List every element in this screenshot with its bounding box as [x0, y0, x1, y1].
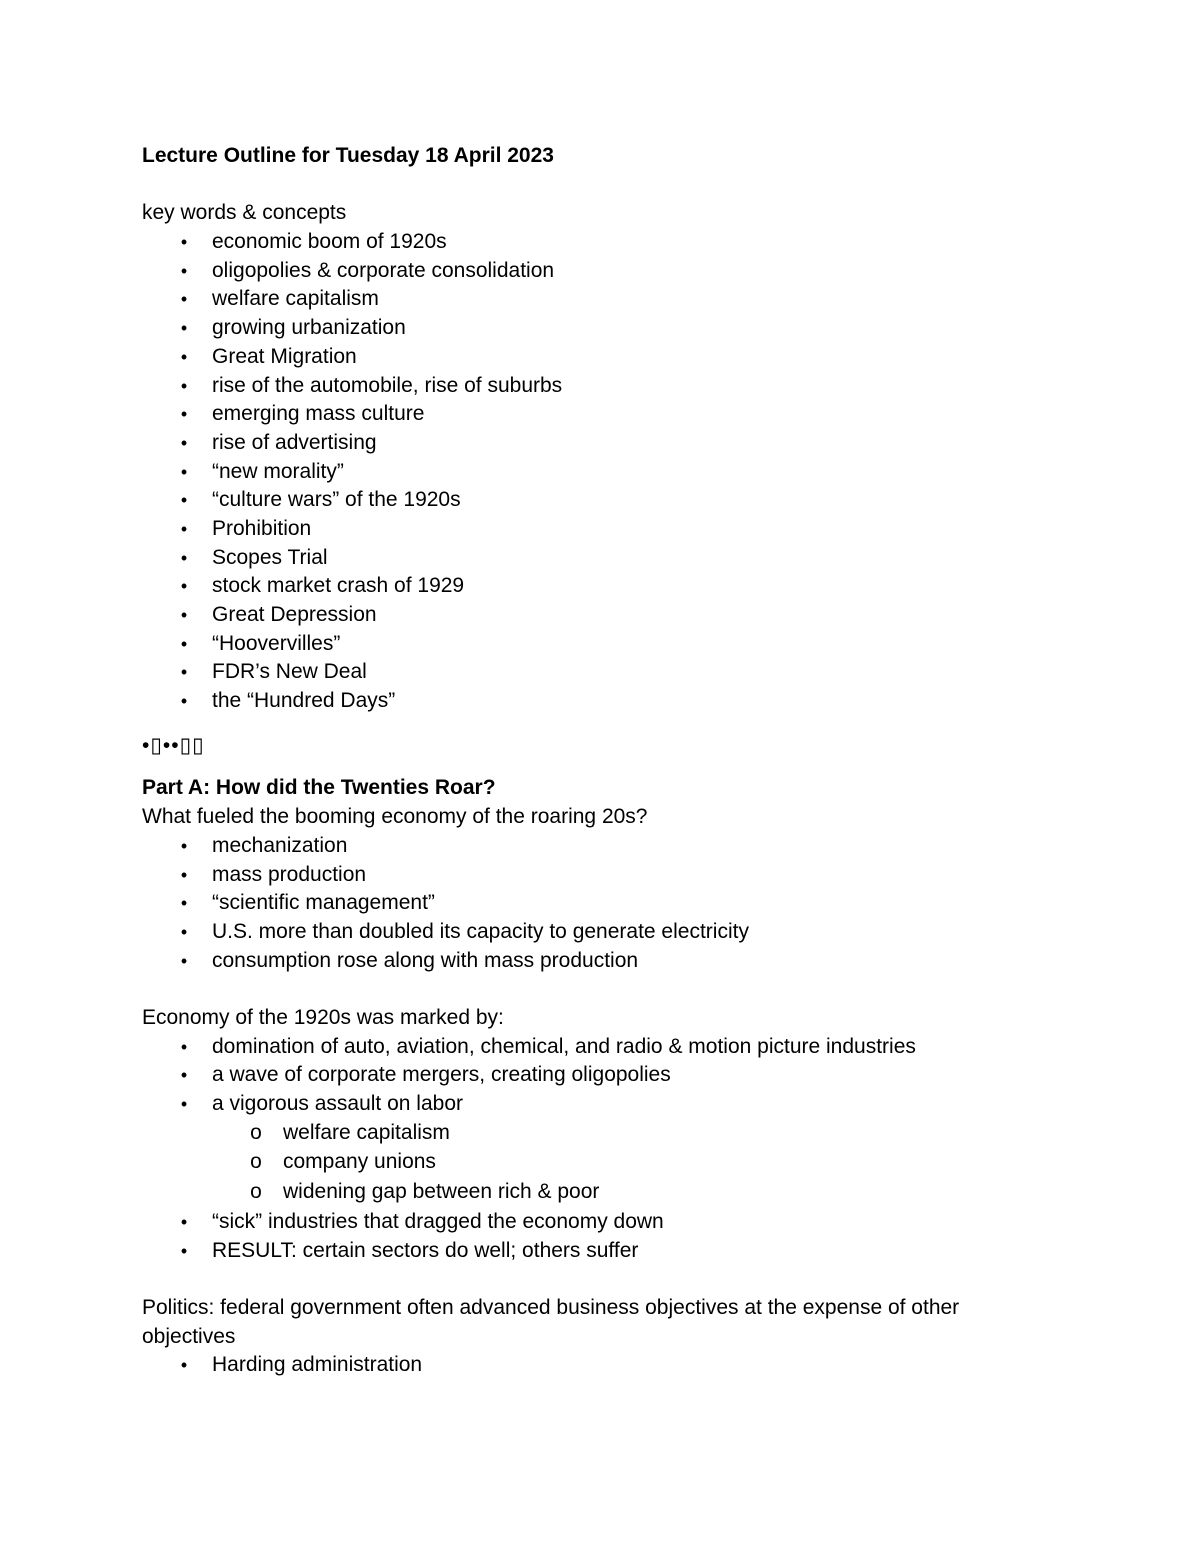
list-item — [142, 486, 1042, 515]
circle-bullet-icon: o — [250, 1180, 262, 1204]
list-item-text: consumption rose along with mass production — [212, 948, 639, 972]
list-item — [142, 918, 1042, 947]
list-item-text: a vigorous assault on labor — [212, 1092, 463, 1116]
list-item-text: “culture wars” of the 1920s — [212, 488, 461, 512]
bullet-icon: • — [180, 605, 188, 626]
list-item-text: Prohibition — [212, 516, 312, 540]
list-item-text: U.S. more than doubled its capacity to generate electricity — [212, 919, 749, 943]
economy-list-continued — [142, 1208, 1042, 1265]
garbled-glyphs: •▯••▯▯ — [142, 733, 205, 757]
list-item-text: growing urbanization — [212, 316, 406, 340]
bullet-icon: • — [180, 864, 188, 885]
sub-list-item-text: widening gap between rich & poor — [283, 1180, 600, 1204]
bullet-icon: • — [180, 518, 188, 539]
list-item — [142, 400, 1042, 429]
bullet-icon: • — [180, 893, 188, 914]
list-item — [142, 658, 1042, 687]
bullet-icon: • — [180, 1094, 188, 1115]
list-item-text: domination of auto, aviation, chemical, and radio & motion picture industries — [212, 1034, 916, 1058]
bullet-icon: • — [180, 260, 188, 281]
list-item-text: “new morality” — [212, 459, 344, 483]
list-item — [142, 861, 1042, 890]
bullet-icon: • — [180, 346, 188, 367]
list-item-text: Harding administration — [212, 1353, 423, 1377]
sub-list-item-text: company unions — [283, 1150, 436, 1174]
bullet-icon: • — [180, 576, 188, 597]
bullet-icon: • — [180, 691, 188, 712]
list-item-text: mass production — [212, 862, 367, 886]
list-item — [142, 429, 1042, 458]
list-item — [142, 343, 1042, 372]
economy-heading: Economy of the 1920s was marked by: — [142, 1005, 504, 1029]
politics-list — [142, 1351, 1042, 1380]
list-item — [142, 285, 1042, 314]
list-item — [142, 1090, 1042, 1119]
bullet-icon: • — [180, 432, 188, 453]
list-item — [142, 544, 1042, 573]
bullet-icon: • — [180, 232, 188, 253]
politics-paragraph: Politics: federal government often advanced business objectives at the expense of other objectives — [142, 1295, 960, 1348]
keywords-heading: key words & concepts — [142, 201, 347, 225]
list-item-text: Great Migration — [212, 344, 357, 368]
list-item — [142, 1208, 1042, 1237]
bullet-icon: • — [180, 662, 188, 683]
list-item-text: FDR’s New Deal — [212, 660, 367, 684]
list-item — [142, 601, 1042, 630]
list-item-text: economic boom of 1920s — [212, 230, 447, 254]
bullet-icon: • — [180, 289, 188, 310]
list-item — [142, 687, 1042, 716]
list-item-text: Scopes Trial — [212, 545, 328, 569]
bullet-icon: • — [180, 921, 188, 942]
bullet-icon: • — [180, 404, 188, 425]
bullet-icon: • — [180, 461, 188, 482]
document-page — [142, 142, 1042, 1380]
list-item-text: a wave of corporate mergers, creating oligopolies — [212, 1063, 671, 1087]
keywords-list — [142, 228, 1042, 716]
list-item — [142, 458, 1042, 487]
list-item — [142, 832, 1042, 861]
bullet-icon: • — [180, 547, 188, 568]
sub-list-item — [142, 1148, 1042, 1178]
list-item-text: “sick” industries that dragged the economy down — [212, 1209, 664, 1233]
list-item — [142, 630, 1042, 659]
bullet-icon: • — [180, 318, 188, 339]
list-item — [142, 1033, 1042, 1062]
bullet-icon: • — [180, 490, 188, 511]
list-item-text: RESULT: certain sectors do well; others suffer — [212, 1238, 639, 1262]
list-item-text: welfare capitalism — [212, 287, 379, 311]
bullet-icon: • — [180, 633, 188, 654]
part-a-heading: Part A: How did the Twenties Roar? — [142, 776, 496, 800]
sub-list-item — [142, 1178, 1042, 1208]
list-item — [142, 228, 1042, 257]
part-a-question: What fueled the booming economy of the roaring 20s? — [142, 805, 648, 829]
bullet-icon: • — [180, 1240, 188, 1261]
economy-list — [142, 1033, 1042, 1119]
list-item — [142, 314, 1042, 343]
bullet-icon: • — [180, 1036, 188, 1057]
list-item — [142, 1237, 1042, 1266]
list-item-text: mechanization — [212, 833, 348, 857]
list-item — [142, 1351, 1042, 1380]
sub-list-item — [142, 1119, 1042, 1149]
list-item-text: oligopolies & corporate consolidation — [212, 258, 555, 282]
bullet-icon: • — [180, 1211, 188, 1232]
list-item-text: emerging mass culture — [212, 402, 425, 426]
page-title: Lecture Outline for Tuesday 18 April 2023 — [142, 144, 554, 167]
spacer — [142, 1265, 1042, 1294]
bullet-icon: • — [180, 1065, 188, 1086]
list-item-text: rise of the automobile, rise of suburbs — [212, 373, 563, 397]
circle-bullet-icon: o — [250, 1150, 262, 1174]
list-item-text: Great Depression — [212, 603, 377, 627]
list-item — [142, 515, 1042, 544]
bullet-icon: • — [180, 1355, 188, 1376]
spacer — [142, 975, 1042, 1004]
part-a-list — [142, 832, 1042, 975]
list-item-text: rise of advertising — [212, 430, 377, 454]
list-item — [142, 947, 1042, 976]
list-item — [142, 889, 1042, 918]
circle-bullet-icon: o — [250, 1120, 262, 1144]
list-item — [142, 1061, 1042, 1090]
list-item-text: “scientific management” — [212, 891, 435, 915]
list-item — [142, 257, 1042, 286]
list-item-text: “Hoovervilles” — [212, 631, 341, 655]
sub-list-item-text: welfare capitalism — [283, 1120, 450, 1144]
economy-sublist — [142, 1119, 1042, 1208]
list-item — [142, 372, 1042, 401]
bullet-icon: • — [180, 835, 188, 856]
bullet-icon: • — [180, 375, 188, 396]
list-item-text: stock market crash of 1929 — [212, 574, 465, 598]
bullet-icon: • — [180, 950, 188, 971]
list-item-text: the “Hundred Days” — [212, 689, 396, 713]
list-item — [142, 572, 1042, 601]
spacer — [142, 171, 1042, 200]
